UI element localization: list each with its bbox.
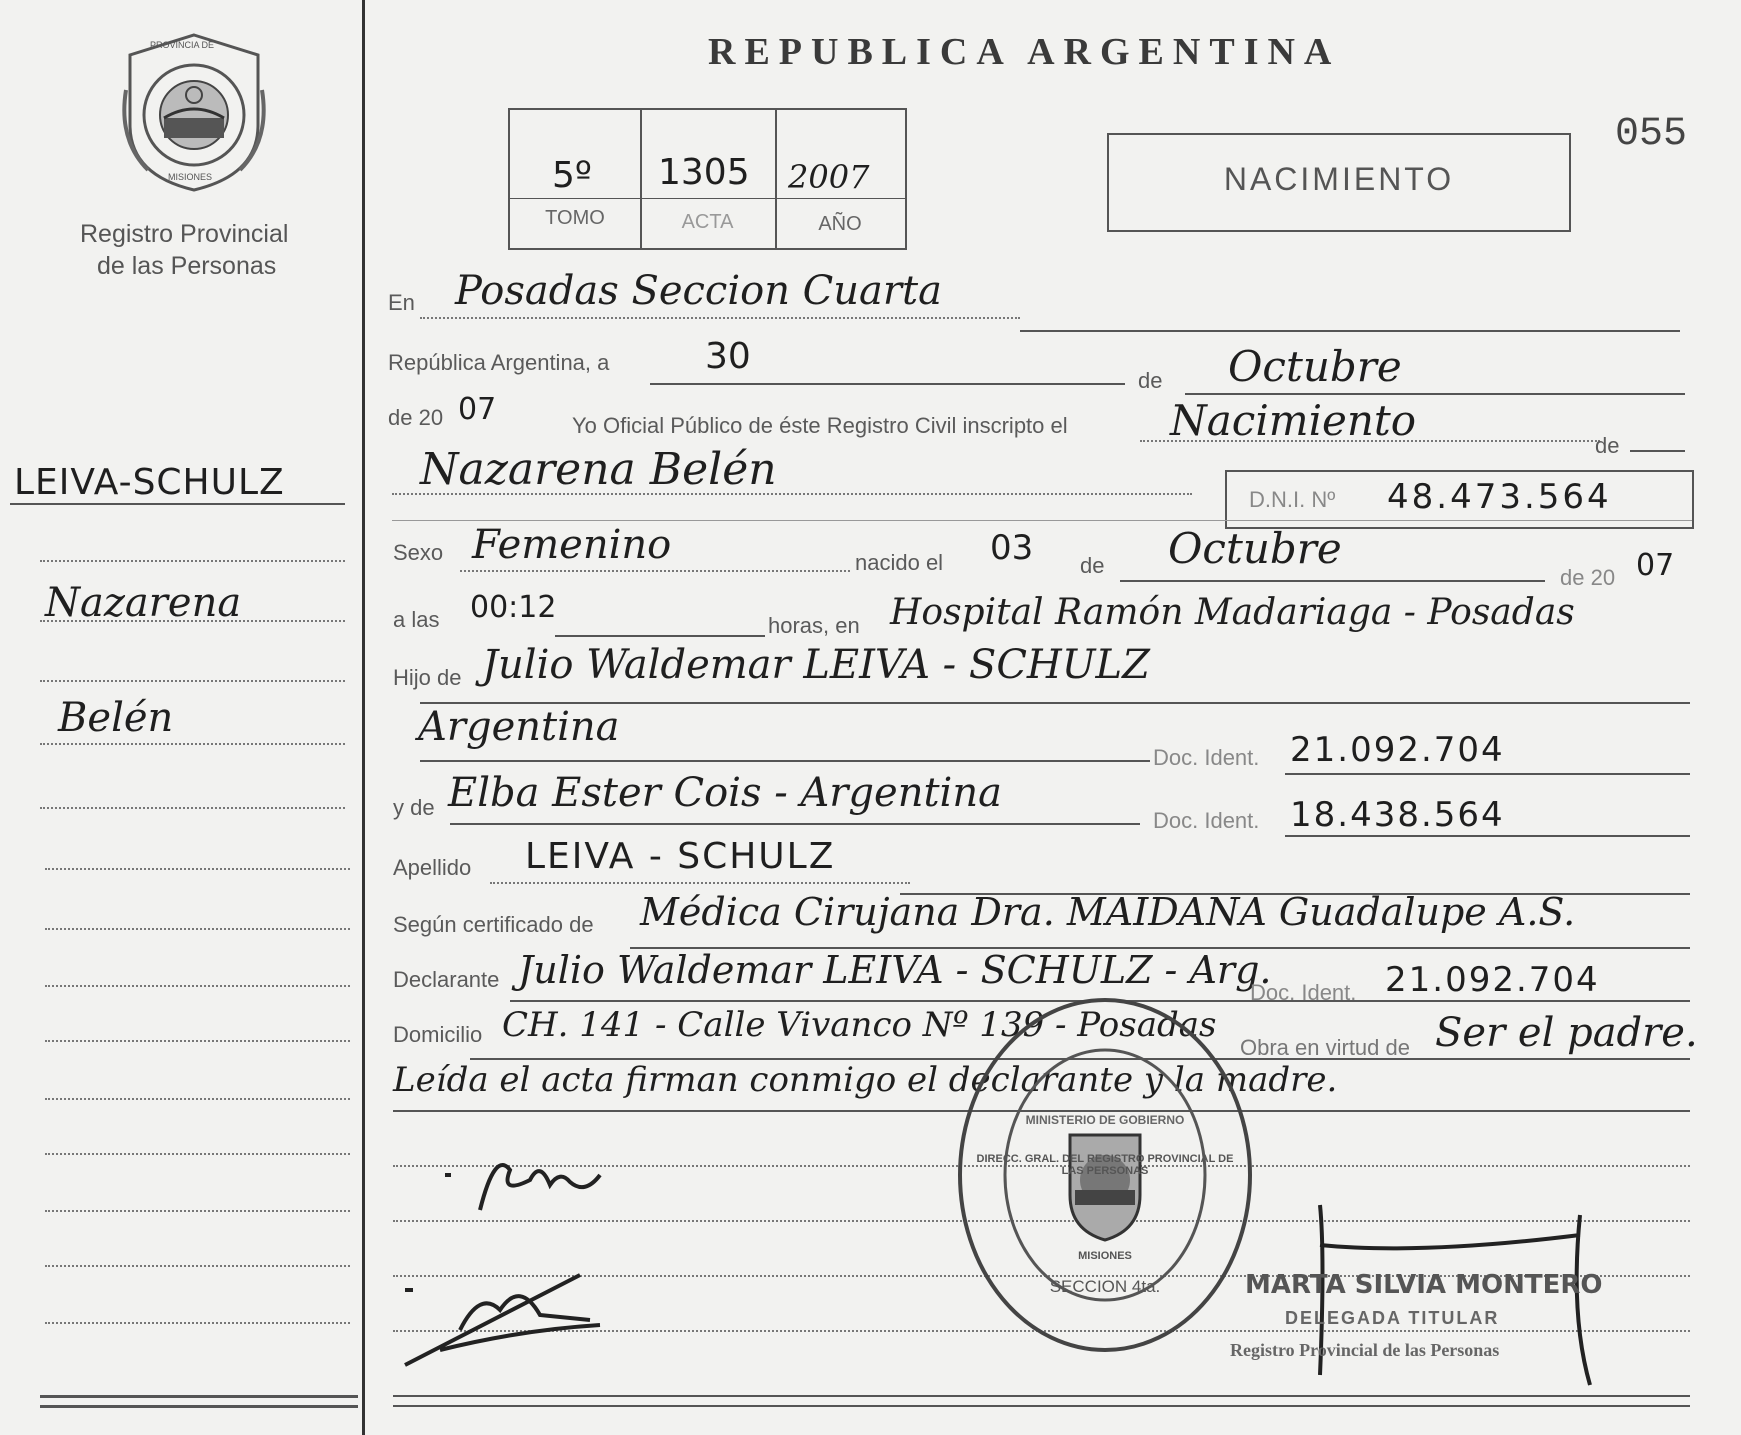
margin-line (40, 743, 345, 745)
seal-text-bottom: MISIONES (168, 172, 213, 182)
hora-line (555, 635, 765, 637)
margin-surname: LEIVA-SCHULZ (14, 462, 285, 503)
margin-name2: Belén (58, 695, 174, 741)
seal-emblem-icon (118, 30, 270, 195)
margin-line (40, 560, 345, 562)
inscripto-line (1140, 440, 1600, 442)
margin-line (40, 680, 345, 682)
dni-label: D.N.I. Nº (1249, 487, 1336, 512)
alas-label: a las (393, 607, 440, 632)
birth-line (1120, 580, 1545, 582)
father-doc: 21.092.704 (1290, 730, 1505, 770)
declarante-doc: 21.092.704 (1385, 960, 1600, 1000)
sheet-number: 055 (1615, 112, 1688, 157)
margin-line (40, 807, 345, 809)
sexo-line (460, 570, 850, 572)
margin-line (40, 620, 345, 622)
month-value: Octubre (1228, 342, 1402, 391)
birth-month: Octubre (1168, 524, 1342, 573)
en-label: En (388, 290, 415, 315)
acta-label: ACTA (681, 211, 734, 233)
sexo-value: Femenino (472, 522, 672, 568)
margin-line (45, 1322, 350, 1324)
doc-label-1: Doc. Ident. (1153, 745, 1260, 770)
declarant-signature (440, 1140, 670, 1220)
bottom-line (393, 1395, 1690, 1397)
province-seal (118, 30, 270, 195)
father-nationality: Argentina (418, 704, 620, 750)
margin-line (45, 1153, 350, 1155)
child-name-line (392, 493, 1192, 495)
mother-value: Elba Ester Cois - Argentina (448, 770, 1002, 816)
birth-day: 03 (990, 528, 1034, 568)
doc-label-2: Doc. Ident. (1153, 808, 1260, 833)
domicilio-value: CH. 141 - Calle Vivanco Nº 139 - Posadas (502, 1005, 1217, 1045)
margin-surname-line (10, 503, 345, 505)
father-value: Julio Waldemar LEIVA - SCHULZ (482, 642, 1150, 688)
father-nat-line (420, 760, 1150, 762)
signature-icon (440, 1140, 670, 1220)
stamp-misiones: MISIONES (1078, 1250, 1132, 1262)
record-type-box (1107, 133, 1571, 232)
de-label: de (1138, 368, 1163, 393)
day-line (650, 383, 1125, 385)
tomo-label: TOMO (545, 207, 605, 229)
birth-year: 07 (1636, 548, 1675, 583)
org-name-line1: Registro Provincial (80, 220, 289, 248)
stamp-ring-inner: MINISTERIO DE GOBIERNO (1025, 1113, 1185, 1127)
apellido-value: LEIVA - SCHULZ (525, 836, 836, 877)
tomo-value: 5º (552, 155, 592, 196)
month-line (1185, 393, 1685, 395)
margin-line (45, 1040, 350, 1042)
stamp-ring-outer: DIRECC. GRAL. DEL REGISTRO PROVINCIAL DE LAS PERSONAS (976, 1153, 1234, 1177)
apellido-line (490, 882, 910, 884)
oficial-label: Yo Oficial Público de éste Registro Civil inscripto el (572, 413, 1068, 438)
doc-label-3: Doc. Ident. (1250, 980, 1357, 1005)
day-value: 30 (705, 336, 751, 377)
domicilio-label: Domicilio (393, 1022, 483, 1047)
mother-line (450, 823, 1140, 825)
horas-label: horas, en (768, 613, 860, 638)
de-label-3: de (1080, 553, 1105, 578)
mother-signature (400, 1270, 670, 1370)
margin-line (45, 928, 350, 930)
nacido-label: nacido el (855, 550, 944, 575)
dni-value: 48.473.564 (1387, 477, 1612, 517)
obra-label: Obra en virtud de (1240, 1035, 1410, 1060)
declarante-label: Declarante (393, 967, 500, 992)
margin-bottom-line (40, 1405, 358, 1408)
segun-label: Según certificado de (393, 912, 594, 937)
country-title: REPUBLICA ARGENTINA (708, 31, 1341, 73)
record-type: NACIMIENTO (1223, 161, 1455, 197)
obra-value: Ser el padre. (1435, 1010, 1698, 1056)
caption-separator (510, 198, 905, 199)
child-name: Nazarena Belén (420, 444, 777, 495)
margin-line (45, 1210, 350, 1212)
official-name: MARTA SILVIA MONTERO (1245, 1270, 1603, 1300)
bottom-line (393, 1405, 1690, 1407)
column-divider (362, 0, 365, 1435)
org-name-line2: de las Personas (97, 252, 277, 280)
inscripto-end-line (1630, 450, 1685, 452)
en-line-solid (1020, 330, 1680, 332)
year-suffix: 07 (458, 392, 497, 427)
margin-line (45, 1265, 350, 1267)
acta-value: 1305 (658, 152, 750, 193)
closing-text: Leída el acta firman conmigo el declarante y la madre. (393, 1060, 1338, 1100)
seal-text-top: PROVINCIA DE (150, 40, 215, 50)
sexo-label: Sexo (393, 540, 444, 565)
en-line (420, 317, 1020, 319)
margin-bottom-line (40, 1395, 358, 1398)
official-round-stamp (955, 995, 1255, 1355)
hijo-label: Hijo de (393, 665, 462, 690)
de-label-2: de (1595, 433, 1620, 458)
anio-value: 2007 (788, 158, 870, 196)
mother-doc: 18.438.564 (1290, 795, 1505, 835)
place-value: Hospital Ramón Madariaga - Posadas (890, 592, 1575, 633)
stamp-seccion: SECCION 4ta. (1049, 1277, 1161, 1296)
record-id-box (508, 108, 907, 250)
margin-line (45, 1098, 350, 1100)
section-divider (392, 520, 1692, 521)
official-title: DELEGADA TITULAR (1285, 1308, 1500, 1328)
de20-label: de 20 (1560, 565, 1616, 590)
segun-value: Médica Cirujana Dra. MAIDANA Guadalupe A.S. (640, 890, 1576, 934)
year-prefix: de 20 (388, 405, 444, 430)
declarante-value: Julio Waldemar LEIVA - SCHULZ - Arg. (518, 948, 1272, 992)
official-org: Registro Provincial de las Personas (1230, 1340, 1500, 1360)
hora-value: 00:12 (470, 590, 557, 625)
margin-name1: Nazarena (45, 580, 242, 626)
rep-label: República Argentina, a (388, 350, 610, 375)
apellido-label: Apellido (393, 855, 472, 880)
inscripto-value: Nacimiento (1170, 396, 1417, 445)
yde-label: y de (393, 795, 435, 820)
anio-label: AÑO (818, 213, 862, 235)
margin-line (45, 868, 350, 870)
en-value: Posadas Seccion Cuarta (455, 268, 942, 314)
mother-doc-line (1285, 835, 1690, 837)
margin-line (45, 985, 350, 987)
signature-icon (400, 1270, 670, 1370)
father-doc-line (1285, 773, 1690, 775)
